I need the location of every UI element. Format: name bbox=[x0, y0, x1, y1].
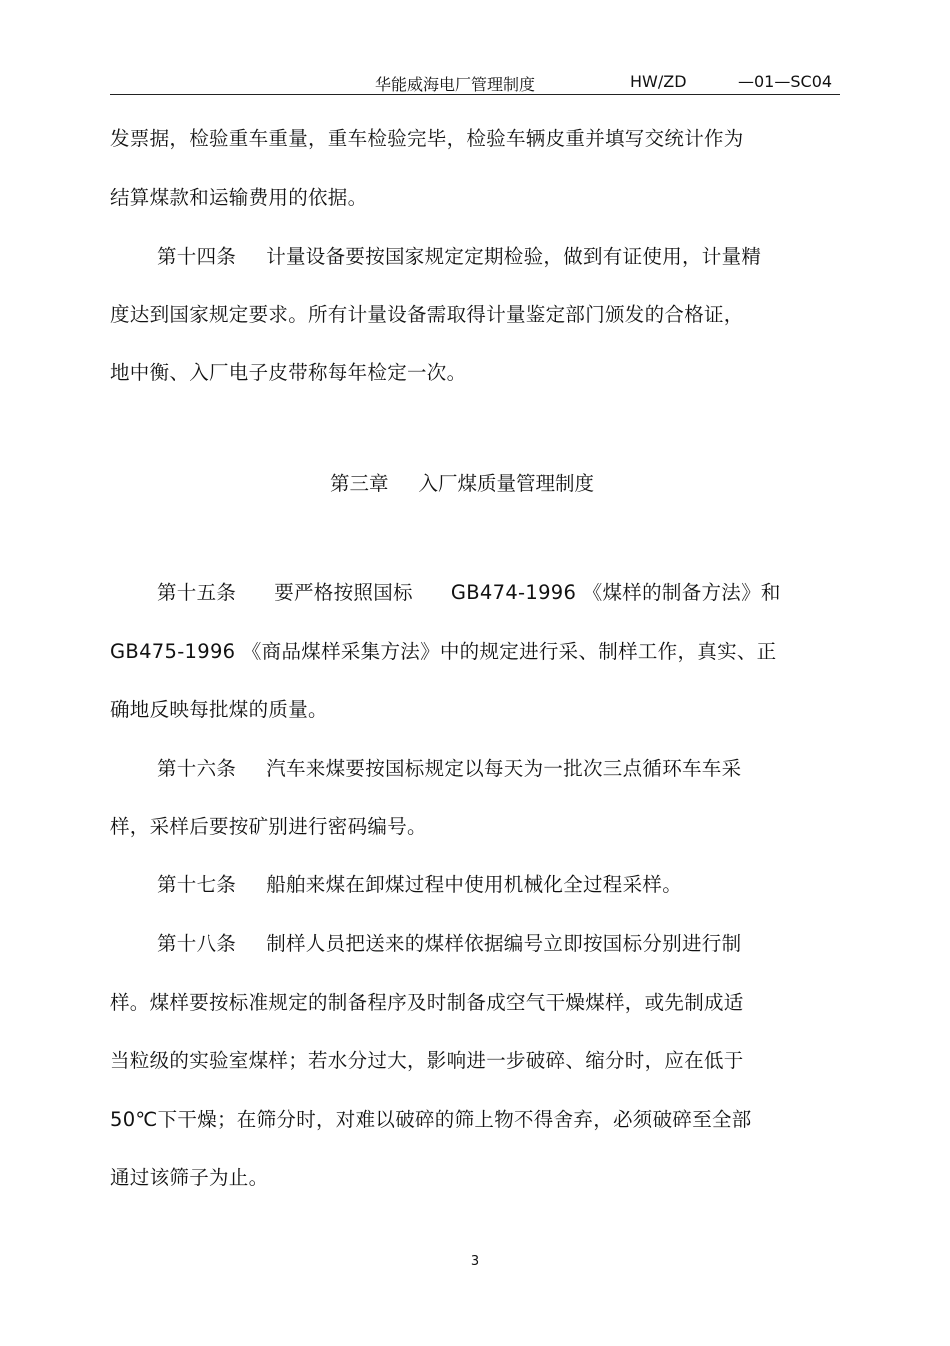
article-16 bbox=[157, 753, 741, 781]
text-line: 当粒级的实验室煤样；若水分过大，影响进一步破碎、缩分时，应在低于 bbox=[110, 1049, 744, 1072]
text-line: 样，采样后要按矿别进行密码编号。 bbox=[110, 815, 427, 838]
article-label: 第十六条 bbox=[157, 757, 237, 780]
article-18 bbox=[157, 928, 741, 956]
article-text: 制样人员把送来的煤样依据编号立即按国标分别进行制 bbox=[266, 932, 742, 955]
article-label: 第十五条 bbox=[157, 581, 237, 604]
text-line: 通过该筛子为止。 bbox=[110, 1166, 269, 1189]
page-number: 3 bbox=[470, 1254, 480, 1269]
header-code: HW/ZD bbox=[630, 72, 687, 91]
article-14 bbox=[157, 241, 761, 269]
article-text: 汽车来煤要按国标规定以每天为一批次三点循环车车采 bbox=[266, 757, 742, 780]
header-title: 华能威海电厂管理制度 bbox=[375, 75, 536, 94]
text-line: GB475-1996 《商品煤样采集方法》中的规定进行采、制样工作，真实、正 bbox=[110, 640, 777, 663]
chapter-title: 入厂煤质量管理制度 bbox=[418, 472, 595, 495]
text-line: 样。煤样要按标准规定的制备程序及时制备成空气干燥煤样，或先制成适 bbox=[110, 991, 744, 1014]
article-text: 计量设备要按国家规定定期检验，做到有证使用，计量精 bbox=[266, 245, 762, 268]
article-label: 第十八条 bbox=[157, 932, 237, 955]
standard-code: GB474-1996 bbox=[450, 581, 577, 604]
article-label: 第十七条 bbox=[157, 873, 237, 896]
header-number: —01—SC04 bbox=[738, 72, 833, 91]
page-header bbox=[110, 70, 840, 95]
chapter-heading bbox=[330, 468, 594, 496]
article-label: 第十四条 bbox=[157, 245, 237, 268]
article-text: 要严格按照国标 bbox=[274, 581, 413, 604]
text-line: 结算煤款和运输费用的依据。 bbox=[110, 186, 368, 209]
text-line: 确地反映每批煤的质量。 bbox=[110, 698, 328, 721]
text-line: 发票据，检验重车重量，重车检验完毕，检验车辆皮重并填写交统计作为 bbox=[110, 127, 744, 150]
article-17 bbox=[157, 869, 682, 897]
text-line: 度达到国家规定要求。所有计量设备需取得计量鉴定部门颁发的合格证， bbox=[110, 303, 744, 326]
text-line: 地中衡、入厂电子皮带称每年检定一次。 bbox=[110, 361, 467, 384]
text-line: 50℃下干燥；在筛分时，对难以破碎的筛上物不得舍弃，必须破碎至全部 bbox=[110, 1108, 752, 1131]
article-text: 船舶来煤在卸煤过程中使用机械化全过程采样。 bbox=[266, 873, 683, 896]
article-text-2: 《煤样的制备方法》和 bbox=[582, 581, 781, 604]
chapter-label: 第三章 bbox=[330, 472, 389, 495]
article-15 bbox=[157, 577, 781, 605]
